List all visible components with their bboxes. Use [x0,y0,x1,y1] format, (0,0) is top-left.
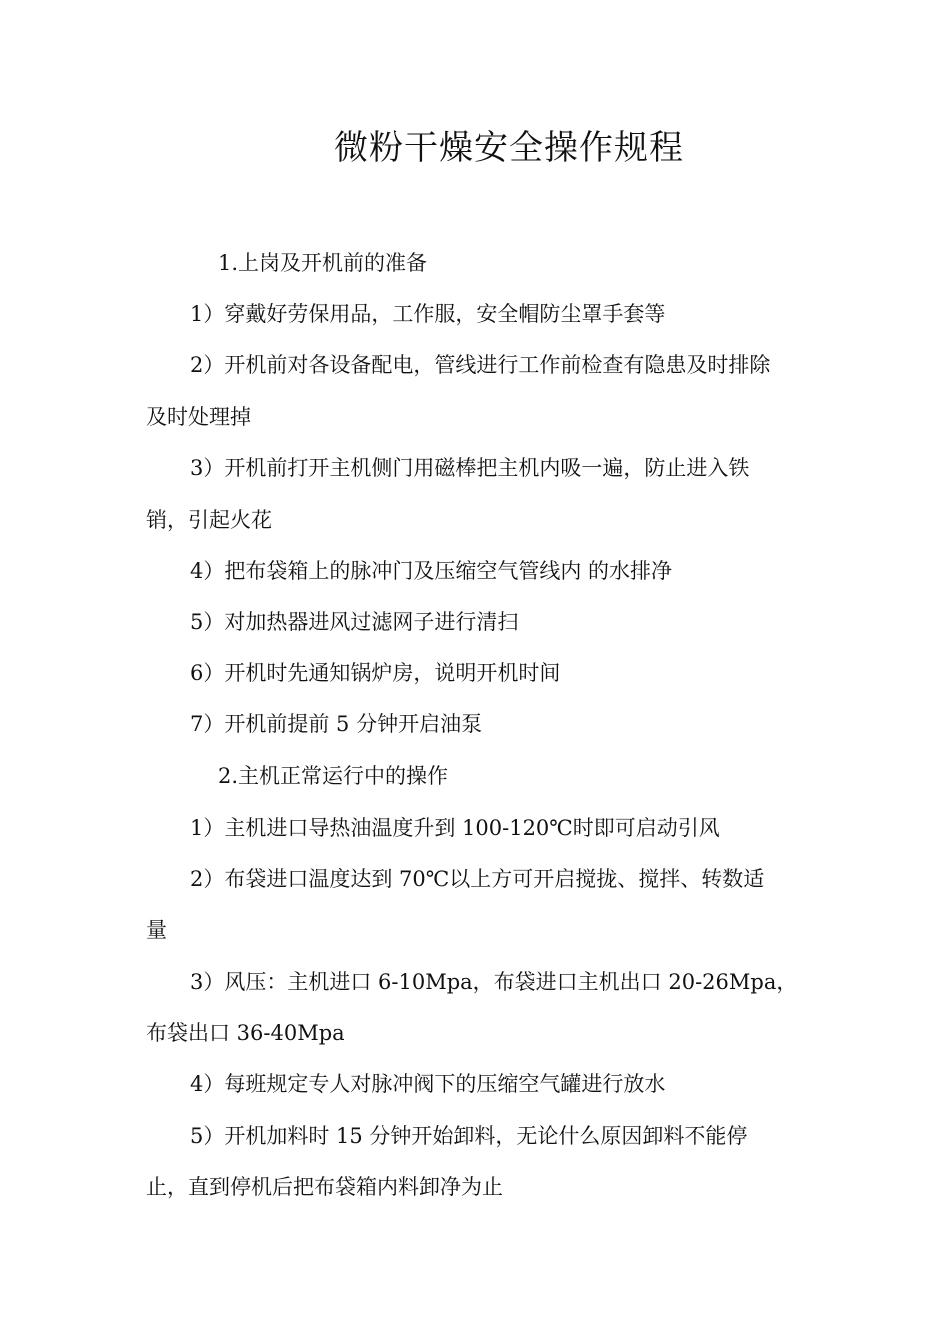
list-item: 3）开机前打开主机侧门用磁棒把主机内吸一遍，防止进入铁 [190,456,750,480]
list-item: 1）穿戴好劳保用品，工作服，安全帽防尘罩手套等 [190,302,666,326]
list-item: 6）开机时先通知锅炉房，说明开机时间 [190,661,561,685]
section-heading: 1.上岗及开机前的准备 [218,251,428,275]
list-item-continuation: 布袋出口 36-40Mpa [146,1021,345,1045]
list-item: 4）把布袋箱上的脉冲门及压缩空气管线内 的水排净 [190,559,673,583]
list-item: 2）布袋进口温度达到 70℃以上方可开启搅拢、搅拌、转数适 [190,867,765,891]
list-item-continuation: 止，直到停机后把布袋箱内料卸净为止 [146,1175,503,1199]
section-heading: 2.主机正常运行中的操作 [218,764,449,788]
list-item-continuation: 量 [146,918,167,942]
list-item-continuation: 及时处理掉 [146,405,251,429]
list-item: 3）风压：主机进口 6-10Mpa，布袋进口主机出口 20-26Mpa， [190,970,798,994]
list-item: 5）对加热器进风过滤网子进行清扫 [190,610,519,634]
list-item: 5）开机加料时 15 分钟开始卸料，无论什么原因卸料不能停 [190,1124,748,1148]
list-item: 1）主机进口导热油温度升到 100-120℃时即可启动引风 [190,816,720,840]
list-item: 4）每班规定专人对脉冲阀下的压缩空气罐进行放水 [190,1072,666,1096]
list-item: 7）开机前提前 5 分钟开启油泵 [190,712,483,736]
list-item-continuation: 销，引起火花 [146,508,272,532]
list-item: 2）开机前对各设备配电，管线进行工作前检查有隐患及时排除 [190,353,771,377]
document-title: 微粉干燥安全操作规程 [334,128,684,168]
